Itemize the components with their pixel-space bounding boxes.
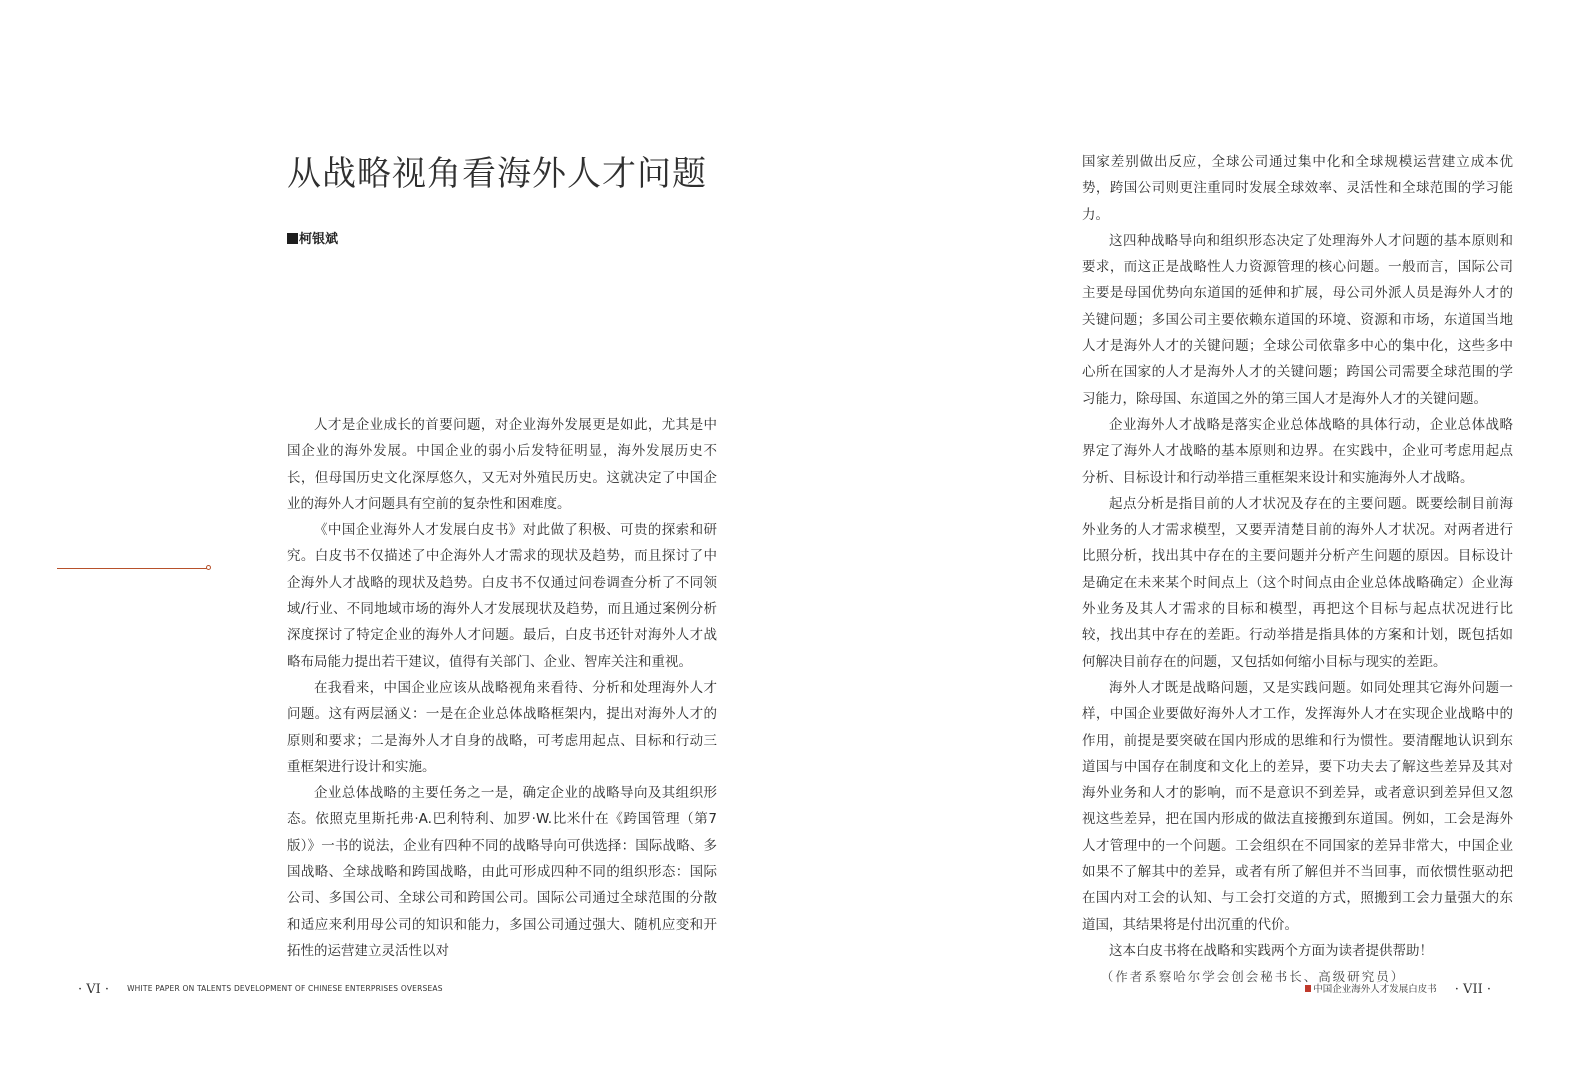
decorative-line (57, 568, 207, 569)
paragraph: 企业总体战略的主要任务之一是，确定企业的战略导向及其组织形态。依照克里斯托弗·A.巴利特利、加罗·W.比米什在《跨国管理（第7版）》一书的说法，企业有四种不同的战略导向可供选择：国际战略、多国战略、全球战略和跨国战略，由此可形成四种不同的组织形态：国际公司、多国公司、全球公司和跨国公司。国际公司通过全球范围的分散和适应来利用母公司的知识和能力，多国公司通过强大、随机应变和开拓性的运营建立灵活性以对 (287, 785, 717, 959)
paragraph: 这四种战略导向和组织形态决定了处理海外人才问题的基本原则和要求，而这正是战略性人力资源管理的核心问题。一般而言，国际公司主要是母国优势向东道国的延伸和扩展，母公司外派人员是海外人才的关键问题；多国公司主要依赖东道国的环境、资源和市场，东道国当地人才是海外人才的关键问题；全球公司依靠多中心的集中化，这些多中心所在国家的人才是海外人才的关键问题；跨国公司需要全球范围的学习能力，除母国、东道国之外的第三国人才是海外人才的关键问题。 (1082, 232, 1513, 407)
paragraph: 人才是企业成长的首要问题，对企业海外发展更是如此，尤其是中国企业的海外发展。中国企业的弱小后发特征明显，海外发展历史不长，但母国历史文化深厚悠久，又无对外殖民历史。这就决定了中国企业的海外人才问题具有空前的复杂性和困难度。 (287, 417, 717, 512)
page-number-left: · VI · (78, 982, 110, 997)
paragraph: 在我看来，中国企业应该从战略视角来看待、分析和处理海外人才问题。这有两层涵义：一是在企业总体战略框架内，提出对海外人才的原则和要求；二是海外人才自身的战略，可考虑用起点、目标和行动三重框架进行设计和实施。 (287, 679, 717, 775)
left-text-column (287, 412, 717, 964)
paragraph: 海外人才既是战略问题，又是实践问题。如同处理其它海外问题一样，中国企业要做好海外人才工作，发挥海外人才在实现企业战略中的作用，前提是要突破在国内形成的思维和行为惯性。要清醒地认识到东道国与中国存在制度和文化上的差异，要下功夫去了解这些差异及其对海外业务和人才的影响，而不是意识不到差异，或者意识到差异但又忽视这些差异，把在国内形成的做法直接搬到东道国。例如，工会是海外人才管理中的一个问题。工会组织在不同国家的差异非常大，中国企业如果不了解其中的差异，或者有所了解但并不当回事，而依惯性驱动把在国内对工会的认知、与工会打交道的方式，照搬到工会力量强大的东道国，其结果将是付出沉重的代价。 (1082, 679, 1513, 933)
article-title: 从战略视角看海外人才问题 (287, 154, 707, 194)
paragraph: 《中国企业海外人才发展白皮书》对此做了积极、可贵的探索和研究。白皮书不仅描述了中企海外人才需求的现状及趋势，而且探讨了中企海外人才战略的现状及趋势。白皮书不仅通过问卷调查分析了不同领域/行业、不同地域市场的海外人才发展现状及趋势，而且通过案例分析深度探讨了特定企业的海外人才问题。最后，白皮书还针对海外人才战略布局能力提出若干建议，值得有关部门、企业、智库关注和重视。 (287, 522, 717, 670)
page-number-right: · VII · (1454, 982, 1491, 997)
author-name: 柯银斌 (299, 232, 339, 247)
right-text-column (1082, 149, 1513, 991)
paragraph: 企业海外人才战略是落实企业总体战略的具体行动，企业总体战略界定了海外人才战略的基本原则和边界。在实践中，企业可考虑用起点分析、目标设计和行动举措三重框架来设计和实施海外人才战略。 (1082, 416, 1513, 486)
paragraph: 这本白皮书将在战略和实践两个方面为读者提供帮助！ (1109, 942, 1433, 959)
footer-english-title: WHITE PAPER ON TALENTS DEVELOPMENT OF CHINESE ENTERPRISES OVERSEAS (127, 984, 443, 993)
square-bullet-icon (287, 233, 298, 244)
decorative-dot-icon (206, 565, 211, 570)
footer-chinese-title: 中国企业海外人才发展白皮书 (1313, 984, 1437, 995)
author-signature: （作者系察哈尔学会创会秘书长、高级研究员） (1100, 969, 1406, 985)
red-square-icon (1305, 985, 1311, 992)
paragraph: 起点分析是指目前的人才状况及存在的主要问题。既要绘制目前海外业务的人才需求模型，又要弄清楚目前的海外人才状况。对两者进行比照分析，找出其中存在的主要问题并分析产生问题的原因。目标设计是确定在未来某个时间点上（这个时间点由企业总体战略确定）企业海外业务及其人才需求的目标和模型，再把这个目标与起点状况进行比较，找出其中存在的差距。行动举措是指具体的方案和计划，既包括如何解决目前存在的问题，又包括如何缩小目标与现实的差距。 (1082, 495, 1513, 670)
author-line (287, 228, 338, 247)
footer-right (1305, 978, 1491, 997)
paragraph-continuation: 国家差别做出反应，全球公司通过集中化和全球规模运营建立成本优势，跨国公司则更注重同时发展全球效率、灵活性和全球范围的学习能力。 (1082, 154, 1513, 223)
footer-left (78, 978, 443, 997)
